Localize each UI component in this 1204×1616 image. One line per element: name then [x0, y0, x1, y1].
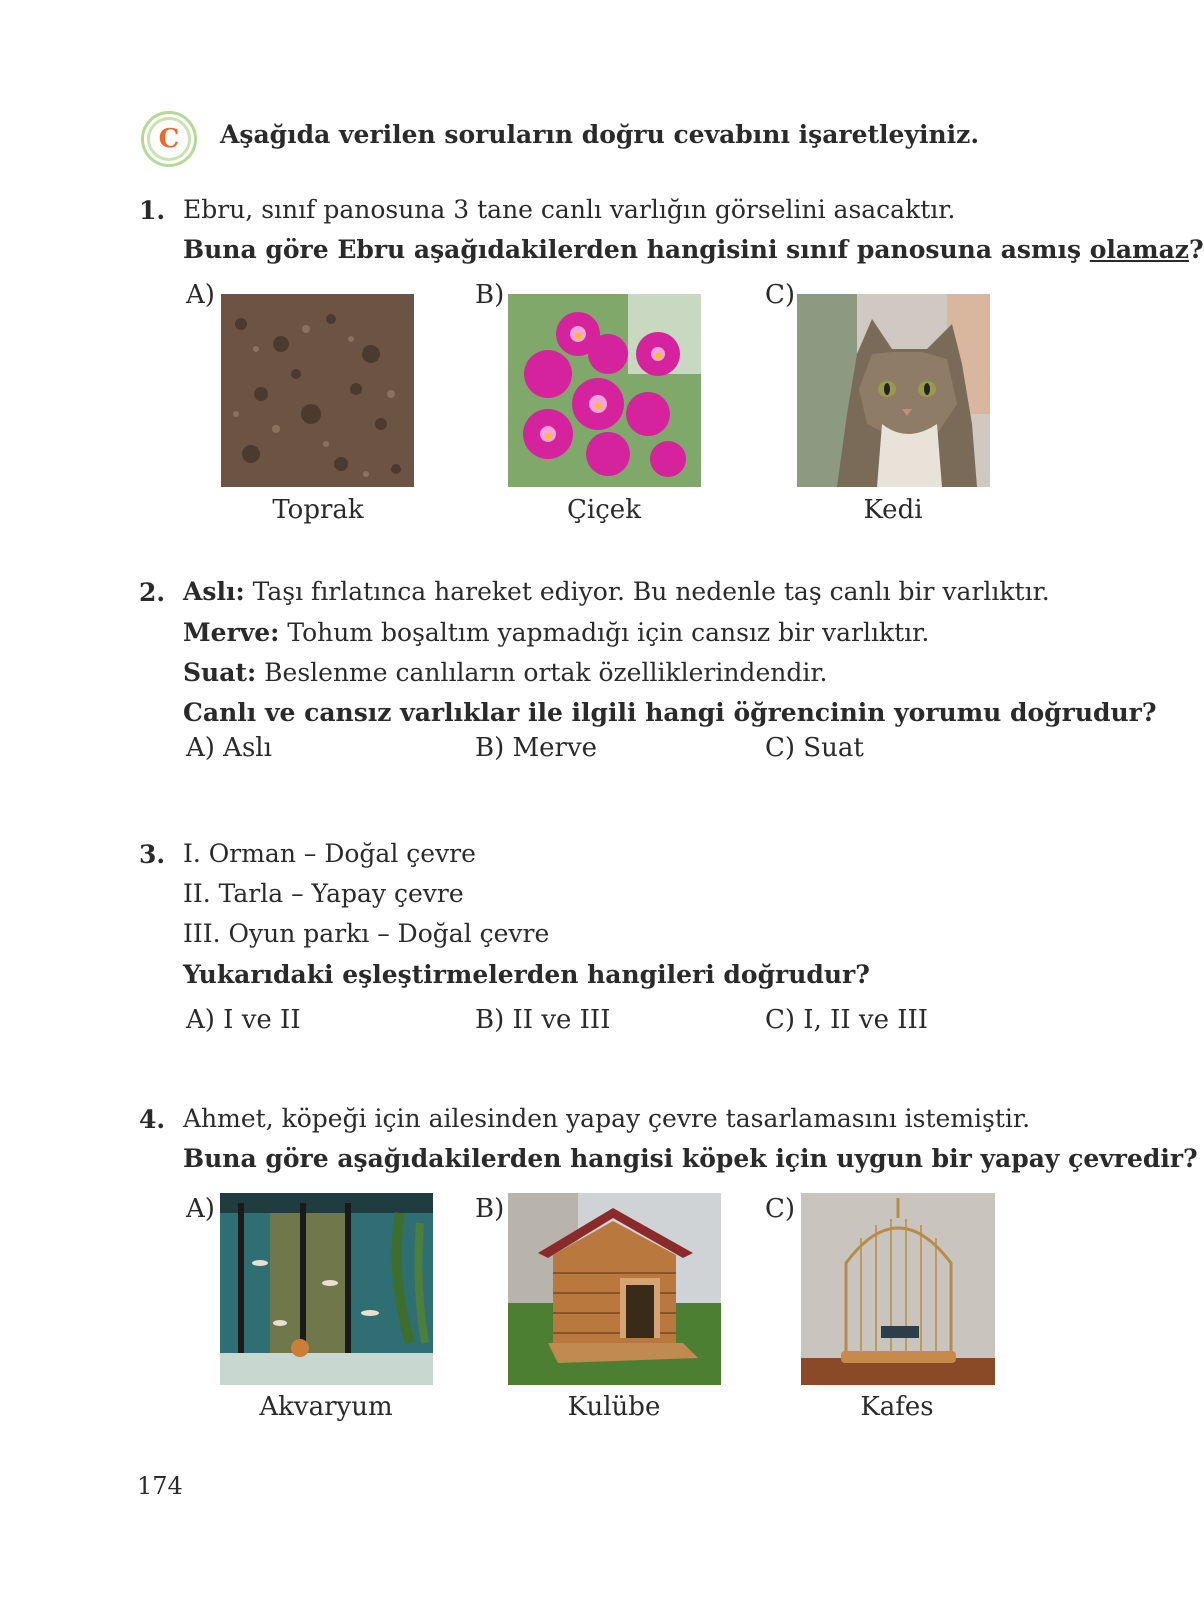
- q1-number: 1.: [139, 196, 166, 225]
- q2-option-b-label: B): [475, 733, 505, 763]
- aquarium-photo[interactable]: [220, 1193, 433, 1385]
- q2-option-c-text: Suat: [795, 733, 864, 763]
- q1-option-a-caption: Toprak: [272, 495, 364, 525]
- q4-option-a-label[interactable]: A): [186, 1194, 215, 1224]
- q4-stem: Ahmet, köpeği için ailesinden yapay çevre tasarlamasını istemiştir.: [183, 1104, 1031, 1133]
- q2-line-suat: [183, 658, 827, 688]
- q3-option-a-label: A): [186, 1005, 215, 1035]
- q1-option-a-label[interactable]: A): [186, 280, 215, 310]
- q3-option-c-text: I, II ve III: [795, 1005, 929, 1035]
- orchid-image: [508, 294, 701, 487]
- q2-question: Canlı ve cansız varlıklar ile ilgili hangi öğrencinin yorumu doğrudur?: [183, 698, 1157, 727]
- q3-option-a-text: I ve II: [214, 1005, 301, 1035]
- q3-option-c-label: C): [765, 1005, 796, 1035]
- q1-stem: Ebru, sınıf panosuna 3 tane canlı varlığın görselini asacaktır.: [183, 195, 956, 224]
- q1-question-suffix: ?: [1188, 235, 1204, 264]
- section-instruction: Aşağıda verilen soruların doğru cevabını işaretleyiniz.: [220, 120, 980, 149]
- doghouse-photo[interactable]: [508, 1193, 721, 1385]
- q3-option-b-text: II ve III: [504, 1005, 611, 1035]
- q3-option-a[interactable]: [186, 1005, 301, 1035]
- aquarium-image: [220, 1193, 433, 1385]
- q1-option-b-label[interactable]: B): [475, 280, 505, 310]
- q3-question: Yukarıdaki eşleştirmelerden hangileri doğrudur?: [183, 960, 870, 989]
- q3-item-1: I. Orman – Doğal çevre: [183, 839, 476, 868]
- section-badge-letter: C: [147, 117, 191, 161]
- section-badge: [141, 111, 197, 167]
- q3-item-2: II. Tarla – Yapay çevre: [183, 879, 464, 908]
- q1-option-b-caption: Çiçek: [567, 495, 641, 525]
- q2-line-aslı: [183, 577, 1050, 607]
- q1-question-prefix: Buna göre Ebru aşağıdakilerden hangisini sınıf panosuna asmış: [183, 235, 1090, 264]
- q1-option-c-label[interactable]: C): [765, 280, 796, 310]
- q2-option-a-label: A): [186, 733, 215, 763]
- q2-option-a-text: Aslı: [214, 733, 272, 763]
- q1-question-emph: olamaz: [1089, 235, 1189, 264]
- q4-option-c-caption: Kafes: [860, 1392, 934, 1422]
- doghouse-image: [508, 1193, 721, 1385]
- q2-statement-merve: Tohum boşaltım yapmadığı için cansız bir varlıktır.: [279, 618, 930, 647]
- soil-photo[interactable]: [221, 294, 414, 487]
- q1-question: [183, 235, 1204, 265]
- q4-number: 4.: [139, 1105, 166, 1134]
- q3-number: 3.: [139, 840, 166, 869]
- q2-option-b-text: Merve: [504, 733, 598, 763]
- orchid-photo[interactable]: [508, 294, 701, 487]
- q2-speaker-merve: Merve:: [183, 618, 280, 647]
- q4-question: Buna göre aşağıdakilerden hangisi köpek için uygun bir yapay çevredir?: [183, 1144, 1198, 1173]
- q2-option-c[interactable]: [765, 733, 864, 763]
- q2-number: 2.: [139, 578, 166, 607]
- birdcage-image: [801, 1193, 995, 1385]
- q4-option-b-label[interactable]: B): [475, 1194, 505, 1224]
- q2-option-a[interactable]: [186, 733, 272, 763]
- q2-statement-asli: Taşı fırlatınca hareket ediyor. Bu nedenle taş canlı bir varlıktır.: [244, 577, 1050, 606]
- q3-option-b-label: B): [475, 1005, 505, 1035]
- q2-statement-suat: Beslenme canlıların ortak özelliklerindendir.: [256, 658, 828, 687]
- cat-photo[interactable]: [797, 294, 990, 487]
- soil-image: [221, 294, 414, 487]
- q3-option-b[interactable]: [475, 1005, 610, 1035]
- birdcage-photo[interactable]: [801, 1193, 995, 1385]
- cat-image: [797, 294, 990, 487]
- page-number: 174: [137, 1472, 183, 1500]
- q2-option-b[interactable]: [475, 733, 597, 763]
- q1-option-c-caption: Kedi: [863, 495, 923, 525]
- q3-option-c[interactable]: [765, 1005, 928, 1035]
- q3-item-3: III. Oyun parkı – Doğal çevre: [183, 919, 550, 948]
- q4-option-a-caption: Akvaryum: [259, 1392, 393, 1422]
- q2-speaker-asli: Aslı:: [183, 577, 245, 606]
- q2-speaker-suat: Suat:: [183, 658, 257, 687]
- q2-option-c-label: C): [765, 733, 796, 763]
- q4-option-c-label[interactable]: C): [765, 1194, 796, 1224]
- q4-option-b-caption: Kulübe: [567, 1392, 661, 1422]
- q2-line-merve: [183, 618, 929, 648]
